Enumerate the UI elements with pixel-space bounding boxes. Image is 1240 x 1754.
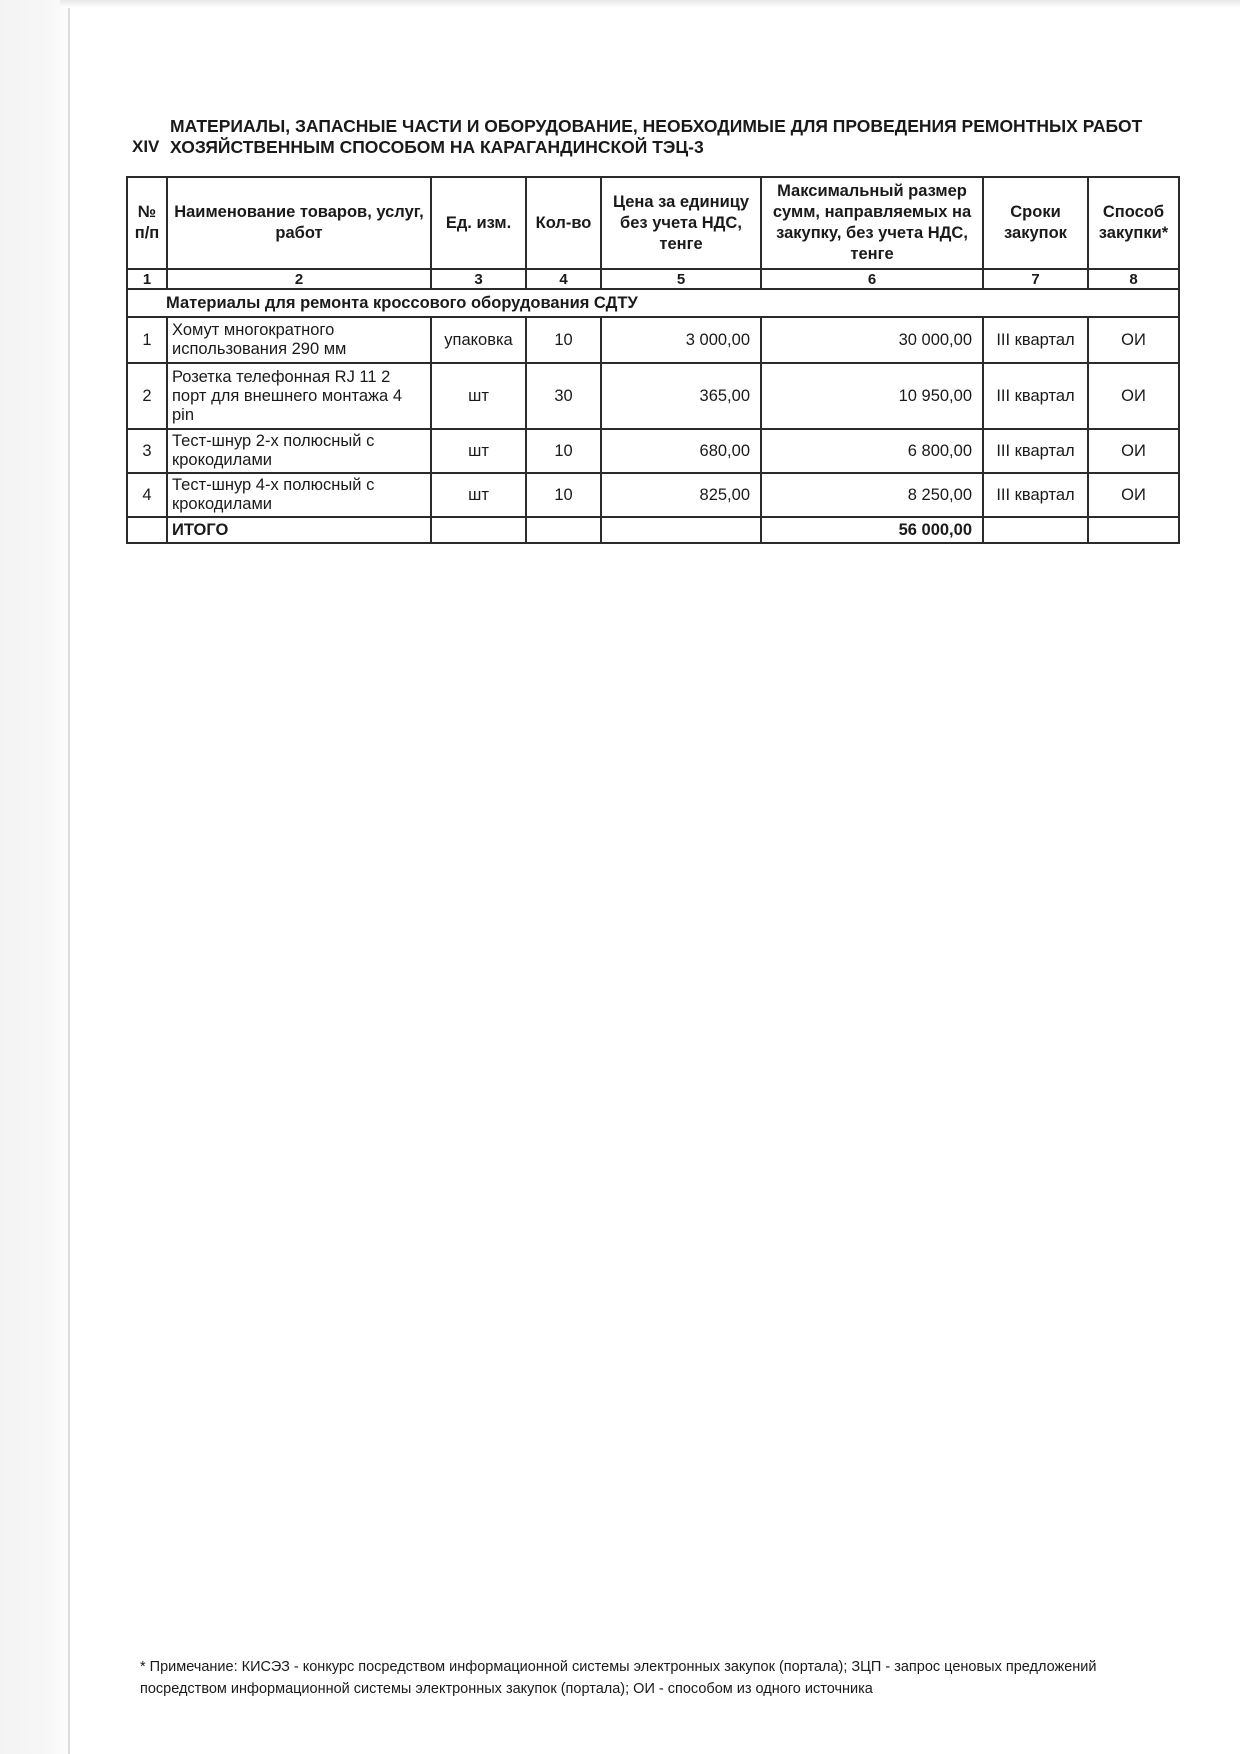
row-sum: 8 250,00 <box>761 473 983 517</box>
row-method: ОИ <box>1088 363 1179 429</box>
row-unit: шт <box>431 363 526 429</box>
row-quantity: 30 <box>526 363 601 429</box>
row-period: III квартал <box>983 363 1088 429</box>
row-sum: 10 950,00 <box>761 363 983 429</box>
row-unit: шт <box>431 473 526 517</box>
header-method: Способ закупки* <box>1088 177 1179 269</box>
header-row <box>127 177 1179 269</box>
section-number: XIV <box>132 137 160 156</box>
table-row <box>127 363 1179 429</box>
header-number: № п/п <box>127 177 167 269</box>
scan-top-shadow <box>60 0 1240 8</box>
row-period: III квартал <box>983 317 1088 363</box>
table-row <box>127 317 1179 363</box>
section-title: МАТЕРИАЛЫ, ЗАПАСНЫЕ ЧАСТИ И ОБОРУДОВАНИЕ, НЕОБХОДИМЫЕ ДЛЯ ПРОВЕДЕНИЯ РЕМОНТНЫХ РАБОТ ХОЗЯЙСТВЕННЫМ СПОСОБОМ НА КАРАГАНДИНСКОЙ ТЭЦ-3 <box>170 116 1143 157</box>
total-empty-cell <box>983 517 1088 543</box>
row-sum: 30 000,00 <box>761 317 983 363</box>
row-period: III квартал <box>983 473 1088 517</box>
total-row <box>127 517 1179 543</box>
column-number-row <box>127 269 1179 289</box>
column-number: 3 <box>431 269 526 289</box>
total-empty-cell <box>526 517 601 543</box>
row-quantity: 10 <box>526 429 601 473</box>
column-number: 1 <box>127 269 167 289</box>
table-row <box>127 473 1179 517</box>
column-number: 4 <box>526 269 601 289</box>
row-price: 365,00 <box>601 363 761 429</box>
row-name: Хомут многократного использования 290 мм <box>167 317 431 363</box>
row-number: 4 <box>127 473 167 517</box>
column-number: 2 <box>167 269 431 289</box>
row-price: 825,00 <box>601 473 761 517</box>
header-quantity: Кол-во <box>526 177 601 269</box>
row-name: Тест-шнур 2-х полюсный с крокодилами <box>167 429 431 473</box>
header-unit-price: Цена за единицу без учета НДС, тенге <box>601 177 761 269</box>
total-empty-cell <box>601 517 761 543</box>
row-quantity: 10 <box>526 317 601 363</box>
total-empty-cell <box>431 517 526 543</box>
group-title: Материалы для ремонта кроссового оборудования СДТУ <box>127 289 1179 317</box>
row-price: 680,00 <box>601 429 761 473</box>
header-unit: Ед. изм. <box>431 177 526 269</box>
row-name: Розетка телефонная RJ 11 2 порт для внешнего монтажа 4 pin <box>167 363 431 429</box>
total-empty-cell <box>127 517 167 543</box>
row-method: ОИ <box>1088 429 1179 473</box>
total-empty-cell <box>1088 517 1179 543</box>
column-number: 8 <box>1088 269 1179 289</box>
goods-table <box>126 176 1180 544</box>
column-number: 7 <box>983 269 1088 289</box>
scan-edge-line <box>68 0 70 1754</box>
total-label: ИТОГО <box>167 517 431 543</box>
footnote: * Примечание: КИСЭЗ - конкурс посредством информационной системы электронных закупок (портала); ЗЦП - запрос ценовых предложений посредством информационной системы электронных закупок (портала); ОИ - способом из одного источника <box>140 1659 1097 1697</box>
header-period: Сроки закупок <box>983 177 1088 269</box>
row-unit: упаковка <box>431 317 526 363</box>
column-number: 5 <box>601 269 761 289</box>
row-method: ОИ <box>1088 473 1179 517</box>
total-sum: 56 000,00 <box>761 517 983 543</box>
table-row <box>127 429 1179 473</box>
row-sum: 6 800,00 <box>761 429 983 473</box>
row-number: 3 <box>127 429 167 473</box>
scan-edge <box>0 0 70 1754</box>
header-name: Наименование товаров, услуг, работ <box>167 177 431 269</box>
group-row <box>127 289 1179 317</box>
row-unit: шт <box>431 429 526 473</box>
row-number: 2 <box>127 363 167 429</box>
row-name: Тест-шнур 4-х полюсный с крокодилами <box>167 473 431 517</box>
header-max-sum: Максимальный размер сумм, направляемых на закупку, без учета НДС, тенге <box>761 177 983 269</box>
column-number: 6 <box>761 269 983 289</box>
row-number: 1 <box>127 317 167 363</box>
row-method: ОИ <box>1088 317 1179 363</box>
row-price: 3 000,00 <box>601 317 761 363</box>
row-quantity: 10 <box>526 473 601 517</box>
row-period: III квартал <box>983 429 1088 473</box>
